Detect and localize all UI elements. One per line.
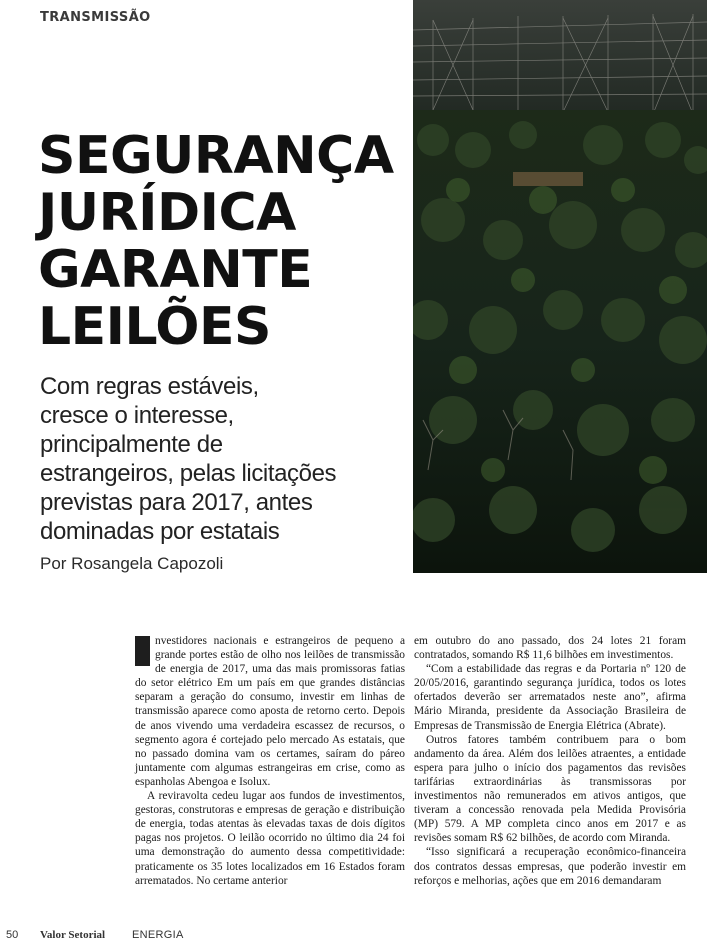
- drop-cap: [135, 636, 150, 666]
- forest-transmission-photo: [413, 0, 707, 573]
- subtitle-line: dominadas por estatais: [40, 518, 280, 545]
- subtitle-line: Com regras estáveis,: [40, 373, 259, 400]
- headline: [38, 128, 418, 356]
- section-label: TRANSMISSÃO: [40, 10, 151, 25]
- body-paragraph: “Com a estabilidade das regras e da Portaria nº 120 de 20/05/2016, garantindo segurança jurídica, todos os lotes ofertados deverão ser arrematados neste ano”, afirma Mário Miranda, presidente da Associação Brasileira de Empresas de Transmissão de Energia Elétrica (Abrate).: [414, 663, 686, 732]
- headline-line: JURÍDICA: [38, 183, 296, 243]
- article-column-left: [135, 634, 405, 888]
- byline: Por Rosangela Capozoli: [40, 554, 224, 573]
- headline-line: GARANTE: [38, 240, 313, 300]
- article-column-right: [414, 634, 686, 888]
- body-paragraph: Outros fatores também contribuem para o bom andamento da área. Além dos leilões atraentes, a entidade espera para julho o início dos pagamentos das revisões tarifárias extraordinárias às transmissoras por investimentos não remunerados em ativos antigos, que tiveram a concessão renovada pela Medida Provisória (MP) 579. A MP completa cinco anos em 2017 e as revisões somam R$ 62 bilhões, de acordo com Miranda.: [414, 733, 686, 845]
- publication-name: Valor Setorial: [40, 929, 106, 941]
- page-number: 50: [6, 929, 19, 941]
- body-paragraph-text: nvestidores nacionais e estrangeiros de pequeno a grande portes estão de olho nos leilões de transmissão de energia de 2017, uma das mais promissoras fatias do setor elétrico Em um país em que grandes distâncias separam a geração do consumo, investir em linhas de transmissão aparece como aposta de retorno certo. Depois de anos vivendo uma verdadeira escassez de recursos, o segmento agora é cortejado pelo mercado As estatais, que no passado domina vam os certames, saíram do páreo juntamente com algumas estrangeiras em crise, como as espanholas Abengoa e Isolux.: [135, 635, 405, 788]
- body-paragraph: [135, 634, 405, 789]
- body-paragraph: A reviravolta cedeu lugar aos fundos de investimentos, gestoras, construtoras e empresas de geração e distribuição de energia, todas atentas às elevadas taxas de dois dígitos pagas nos projetos. O leilão ocorrido no último dia 24 foi uma demonstração do aumento dessa competitividade: praticamente os 35 lotes localizados em 16 Estados foram arrematados. No certame anterior: [135, 790, 405, 887]
- body-paragraph: em outubro do ano passado, dos 24 lotes 21 foram contratados, somando R$ 11,6 bilhões em investimentos.: [414, 635, 686, 662]
- publication-section: ENERGIA: [132, 929, 184, 941]
- subtitle-line: principalmente de: [40, 431, 223, 458]
- subtitle-line: estrangeiros, pelas licitações: [40, 460, 337, 487]
- headline-line: LEILÕES: [38, 297, 271, 357]
- headline-line: SEGURANÇA: [38, 126, 394, 186]
- subtitle: [40, 372, 370, 546]
- page-footer: [0, 926, 707, 945]
- subtitle-line: previstas para 2017, antes: [40, 489, 313, 516]
- subtitle-line: cresce o interesse,: [40, 402, 234, 429]
- body-paragraph: “Isso significará a recuperação econômico-financeira dos contratos dessas empresas, que poderão investir em reforços e melhorias, ações que em 2016 demandaram: [414, 846, 686, 887]
